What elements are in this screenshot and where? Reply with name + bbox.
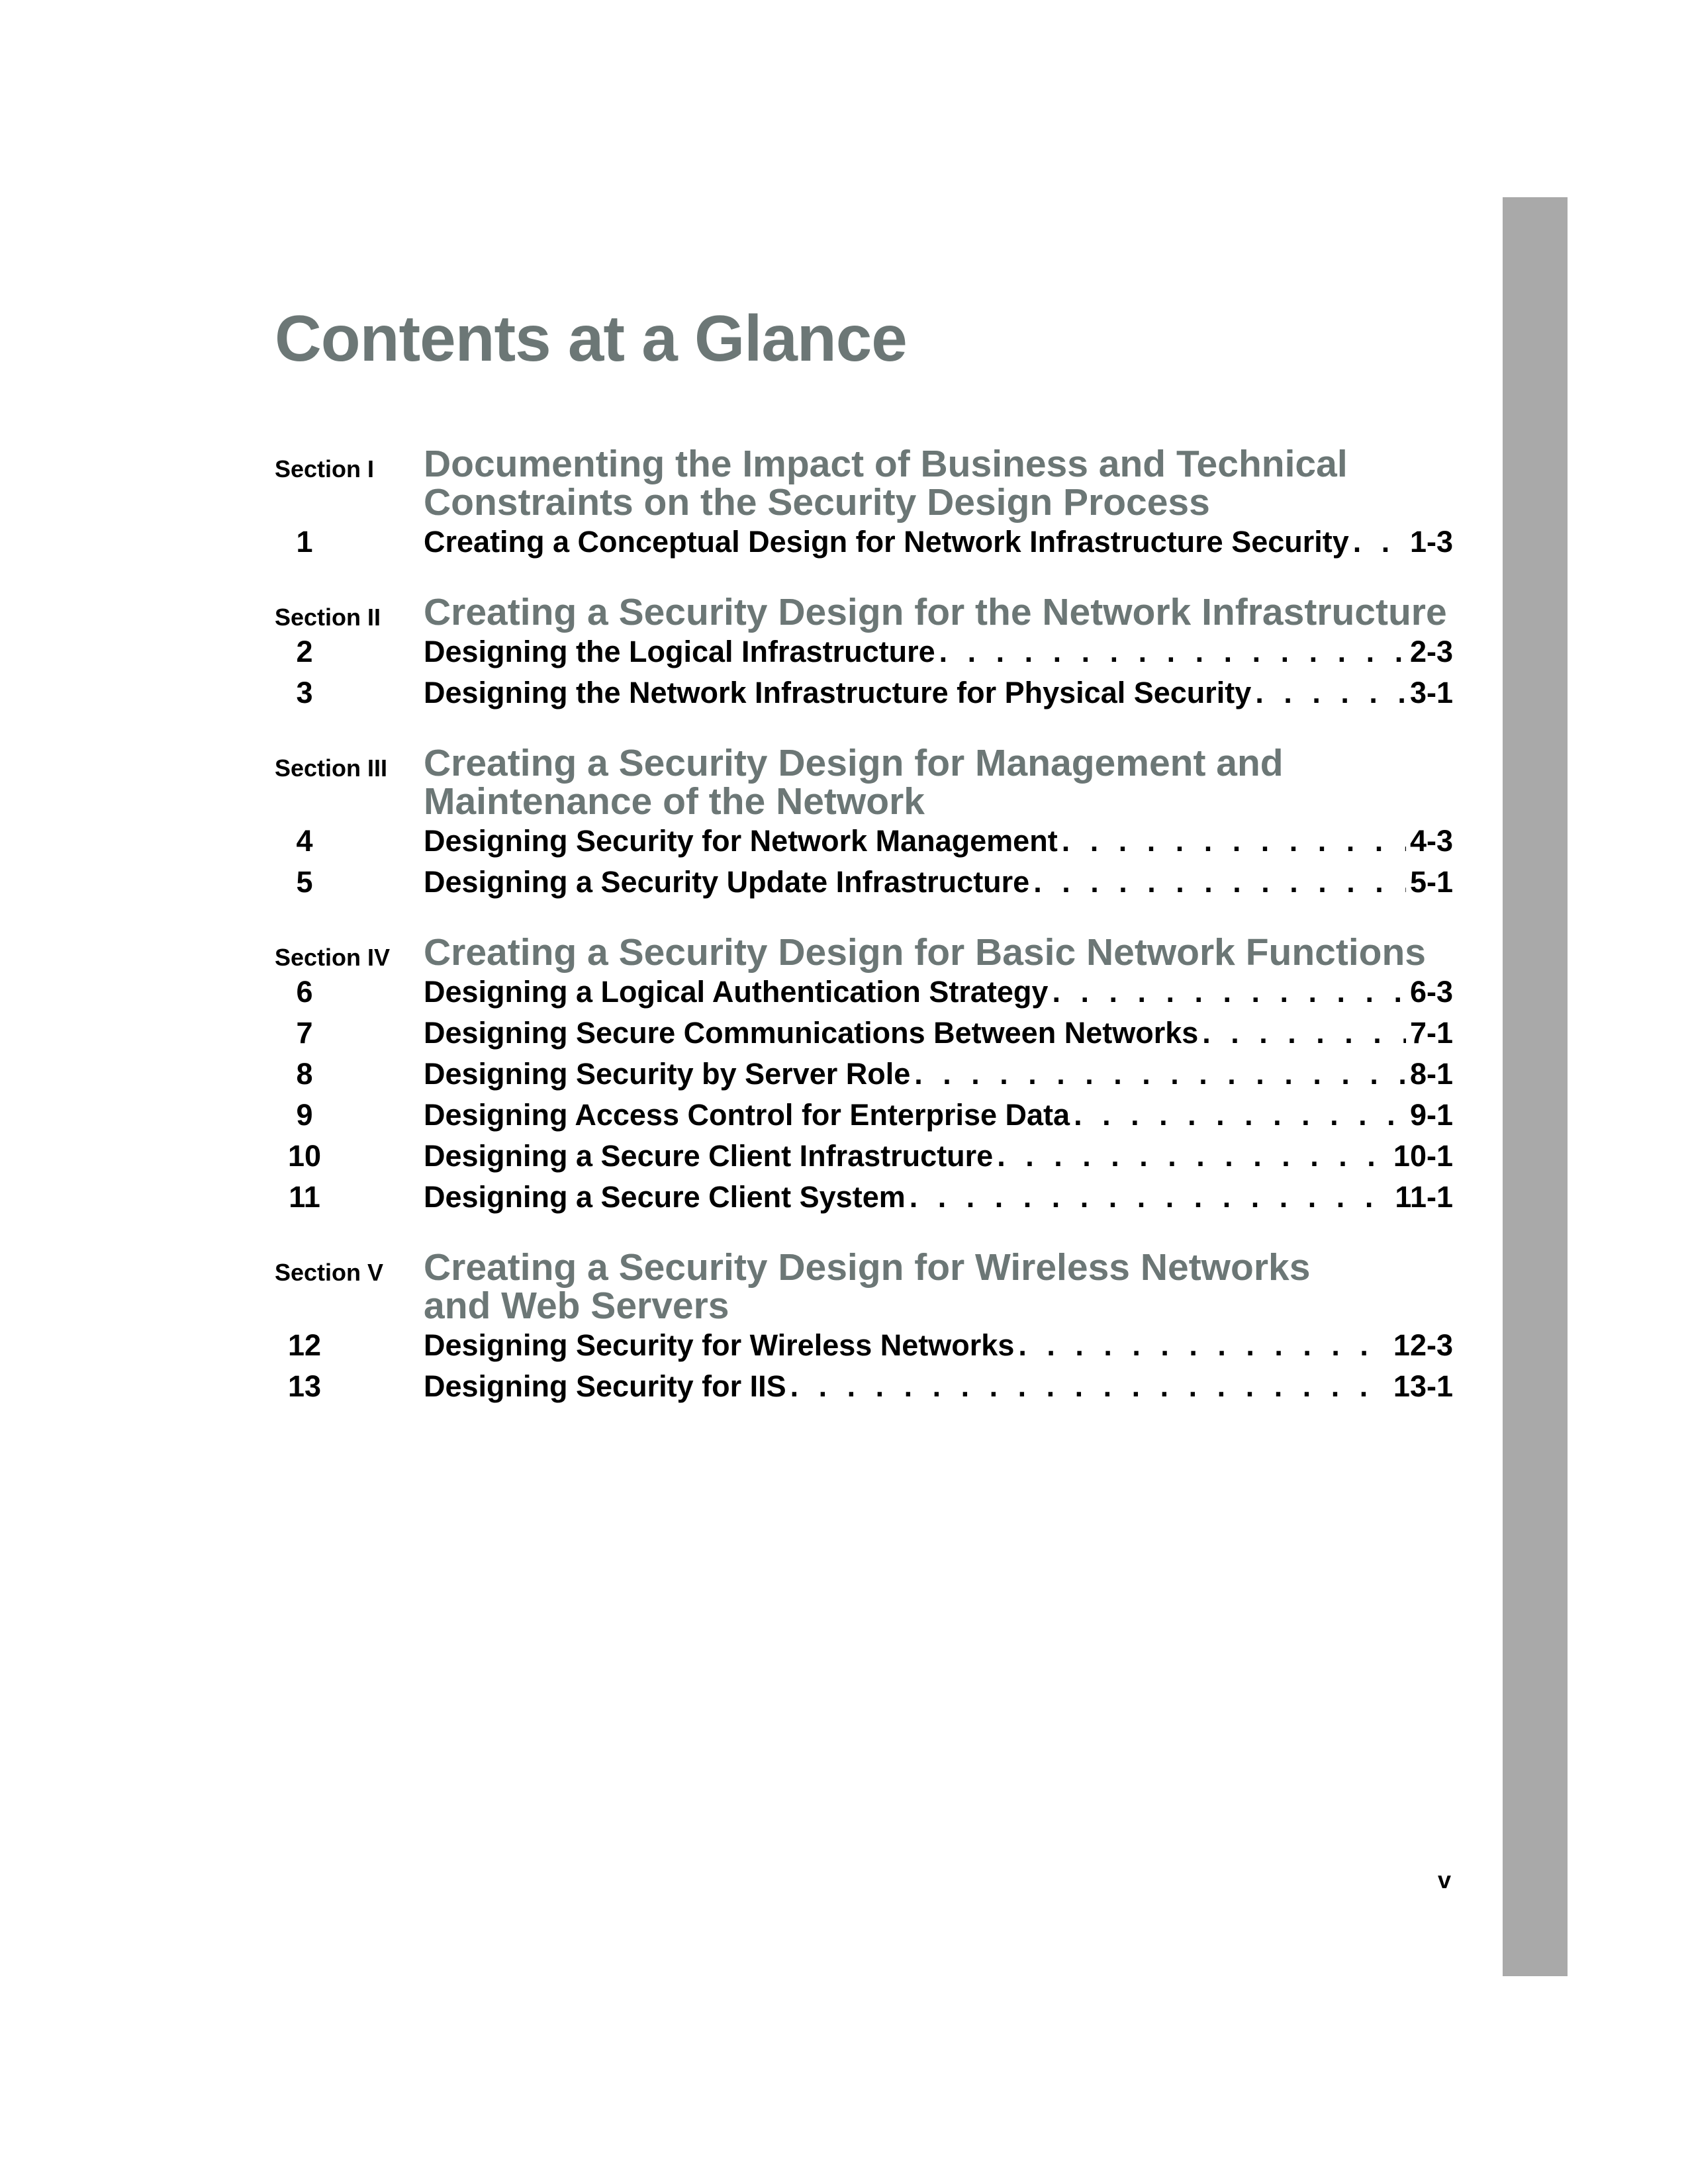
chapter-number <box>275 1177 424 1218</box>
chapter-title: Designing Security for IIS <box>424 1369 786 1403</box>
chapter-number-text: 7 <box>296 1016 313 1050</box>
dot-leader <box>1202 1013 1406 1054</box>
dot-leader <box>1062 821 1406 862</box>
chapter-number <box>275 862 424 903</box>
chapter-number <box>275 1054 424 1095</box>
chapter-title: Designing a Secure Client System <box>424 1180 906 1214</box>
section-heading <box>275 1248 1453 1325</box>
chapter-number-text: 6 <box>296 975 313 1009</box>
dot-leader <box>1052 972 1406 1013</box>
toc-entry <box>275 821 1453 862</box>
chapter-number <box>275 972 424 1013</box>
chapter-title: Designing a Logical Authentication Strategy <box>424 975 1049 1009</box>
chapter-number-text: 11 <box>289 1180 320 1214</box>
toc-entry <box>275 522 1453 563</box>
section-title-line: Documenting the Impact of Business and Technical <box>424 443 1348 485</box>
chapter-page: 5-1 <box>1409 865 1453 899</box>
toc-section <box>275 593 1453 713</box>
section-title-line: Maintenance of the Network <box>424 780 925 823</box>
chapter-page: 2-3 <box>1409 635 1453 668</box>
toc-entry <box>275 1136 1453 1177</box>
section-title <box>424 445 1453 522</box>
section-heading <box>275 744 1453 821</box>
chapter-number <box>275 1325 424 1366</box>
chapter-number <box>275 1095 424 1136</box>
chapter-title: Designing a Secure Client Infrastructure <box>424 1139 994 1173</box>
section-title <box>424 1248 1453 1325</box>
chapter-number-text: 9 <box>296 1098 313 1132</box>
chapter-title: Designing the Network Infrastructure for Physical Security <box>424 676 1252 709</box>
chapter-title: Creating a Conceptual Design for Network Infrastructure Security <box>424 525 1349 559</box>
toc-entry <box>275 1325 1453 1366</box>
section-title-line: Creating a Security Design for Wireless Networks <box>424 1246 1311 1289</box>
toc-entry <box>275 1054 1453 1095</box>
chapter-title: Designing Secure Communications Between Networks <box>424 1016 1199 1050</box>
section-label: Section III <box>275 754 388 782</box>
section-title-line: Constraints on the Security Design Process <box>424 481 1210 523</box>
side-thumb-tab <box>1503 197 1568 1976</box>
chapter-page: 4-3 <box>1409 824 1453 858</box>
chapter-number <box>275 1366 424 1407</box>
chapter-number-text: 3 <box>296 676 313 709</box>
dot-leader <box>1074 1095 1406 1136</box>
chapter-page: 13-1 <box>1393 1369 1453 1403</box>
dot-leader <box>939 631 1406 672</box>
chapter-page: 9-1 <box>1409 1098 1453 1132</box>
chapter-number <box>275 631 424 672</box>
toc-entry <box>275 1177 1453 1218</box>
section-heading <box>275 593 1453 631</box>
chapter-title: Designing the Logical Infrastructure <box>424 635 935 668</box>
toc-entry <box>275 631 1453 672</box>
chapter-page: 12-3 <box>1393 1328 1453 1362</box>
dot-leader <box>1353 522 1406 563</box>
chapter-title: Designing Security for Wireless Networks <box>424 1328 1015 1362</box>
dot-leader <box>910 1177 1391 1218</box>
dot-leader <box>1255 672 1406 713</box>
chapter-number-text: 1 <box>296 525 313 559</box>
dot-leader <box>790 1366 1389 1407</box>
chapter-number-text: 12 <box>287 1328 322 1362</box>
chapter-page: 8-1 <box>1409 1057 1453 1091</box>
chapter-number <box>275 522 424 563</box>
chapter-title: Designing Access Control for Enterprise Data <box>424 1098 1070 1132</box>
toc-entry <box>275 1366 1453 1407</box>
toc-entry <box>275 1013 1453 1054</box>
dot-leader <box>1018 1325 1389 1366</box>
section-title-line: and Web Servers <box>424 1285 729 1327</box>
chapter-number-text: 4 <box>296 824 313 858</box>
chapter-number-text: 8 <box>296 1057 313 1091</box>
chapter-title: Designing Security for Network Management <box>424 824 1058 858</box>
dot-leader <box>997 1136 1389 1177</box>
chapter-page: 3-1 <box>1409 676 1453 709</box>
toc-entry <box>275 672 1453 713</box>
table-of-contents <box>275 445 1453 1437</box>
section-label: Section I <box>275 455 375 482</box>
chapter-number <box>275 1136 424 1177</box>
chapter-title: Designing a Security Update Infrastructure <box>424 865 1030 899</box>
page-number: v <box>1438 1866 1452 1893</box>
chapter-page: 1-3 <box>1409 525 1453 559</box>
chapter-number <box>275 821 424 862</box>
chapter-number-text: 13 <box>287 1369 322 1403</box>
section-title-line: Creating a Security Design for Basic Network Functions <box>424 931 1427 974</box>
section-label: Section V <box>275 1259 384 1286</box>
chapter-number <box>275 1013 424 1054</box>
toc-entry <box>275 972 1453 1013</box>
section-title <box>424 744 1453 821</box>
section-title-line: Creating a Security Design for the Network Infrastructure <box>424 591 1447 633</box>
chapter-page: 10-1 <box>1393 1139 1453 1173</box>
chapter-number-text: 10 <box>287 1139 322 1173</box>
toc-section <box>275 744 1453 903</box>
dot-leader <box>1033 862 1406 903</box>
toc-section <box>275 933 1453 1218</box>
chapter-title: Designing Security by Server Role <box>424 1057 911 1091</box>
section-heading <box>275 445 1453 522</box>
section-title-line: Creating a Security Design for Management and <box>424 742 1284 784</box>
chapter-page: 11-1 <box>1395 1180 1453 1214</box>
chapter-number <box>275 672 424 713</box>
dot-leader <box>914 1054 1406 1095</box>
chapter-number-text: 5 <box>296 865 313 899</box>
toc-section <box>275 445 1453 563</box>
section-label: Section II <box>275 604 381 631</box>
section-title <box>424 933 1453 972</box>
toc-entry <box>275 862 1453 903</box>
chapter-number-text: 2 <box>296 635 313 668</box>
toc-entry <box>275 1095 1453 1136</box>
chapter-page: 6-3 <box>1409 975 1453 1009</box>
chapter-page: 7-1 <box>1409 1016 1453 1050</box>
toc-section <box>275 1248 1453 1407</box>
section-label: Section IV <box>275 944 391 971</box>
page-title: Contents at a Glance <box>275 302 907 375</box>
section-heading <box>275 933 1453 972</box>
section-title <box>424 593 1453 631</box>
